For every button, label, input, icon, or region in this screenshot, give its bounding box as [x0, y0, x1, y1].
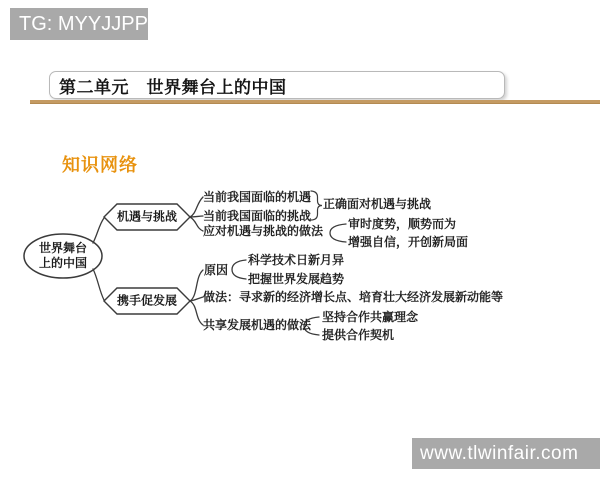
connector-root-branch2: [93, 269, 104, 300]
root-node-line2: 上的中国: [38, 256, 88, 270]
leaf-win-win-concept: 坚持合作共赢理念: [322, 310, 419, 324]
root-node-line1: 世界舞台: [38, 241, 88, 255]
leaf-reason: 原因: [204, 263, 229, 277]
branch-node-cooperation-development: 携手促发展: [116, 293, 178, 308]
website-watermark-badge: www.tlwinfair.com: [412, 438, 600, 469]
root-node-label: [39, 241, 87, 271]
brace-respond: [330, 224, 346, 242]
leaf-method-growth: 做法：寻求新的经济增长点、培育壮大经济发展新动能等: [203, 290, 504, 304]
leaf-grasp-trends: 把握世界发展趋势: [248, 272, 345, 286]
branch-node-opportunities-challenges: 机遇与挑战: [116, 209, 178, 224]
unit-title: 第二单元 世界舞台上的中国: [59, 77, 287, 97]
connector-branch2-share: [190, 301, 203, 325]
connector-branch1-respond: [190, 217, 203, 231]
leaf-face-correctly: 正确面对机遇与挑战: [323, 197, 432, 211]
leaf-respond-methods: 应对机遇与挑战的做法: [203, 224, 324, 238]
leaf-science-tech: 科学技术日新月异: [248, 253, 345, 267]
telegram-watermark-badge: TG: MYYJJPP: [10, 8, 148, 40]
leaf-cooperation-chance: 提供合作契机: [322, 328, 395, 342]
brace-face: [311, 191, 322, 220]
connector-branch1-opportunity: [190, 197, 203, 217]
leaf-current-opportunities: 当前我国面临的机遇: [203, 190, 312, 204]
section-heading-knowledge-network: 知识网络: [62, 155, 138, 175]
leaf-current-challenges: 当前我国面临的挑战: [203, 209, 312, 223]
connector-root-branch1: [93, 218, 104, 243]
leaf-strengthen-confidence: 增强自信，开创新局面: [348, 235, 469, 249]
connector-branch2-reason: [190, 270, 203, 301]
brace-reason: [232, 260, 246, 279]
leaf-share-opportunities: 共享发展机遇的做法: [203, 318, 312, 332]
leaf-assess-situation: 审时度势，顺势而为: [348, 217, 457, 231]
